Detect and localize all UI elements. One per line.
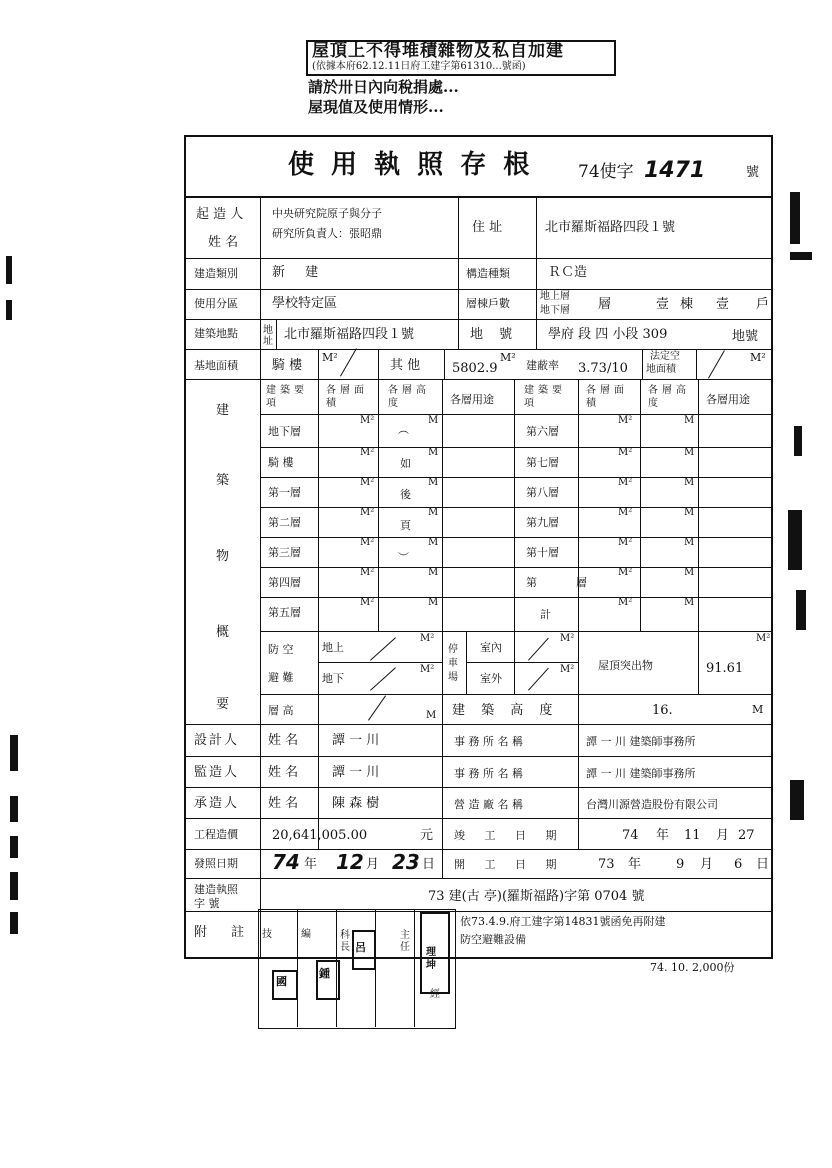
applicant-label: 起 造 人	[196, 207, 244, 222]
shelter-label-2: 避 難	[268, 671, 294, 684]
address-label: 住 址	[472, 220, 503, 235]
row-line	[184, 878, 773, 879]
designer-name-label: 姓 名	[268, 733, 299, 748]
grid-line	[260, 507, 772, 508]
unit-area: M²	[618, 567, 633, 578]
unit-height: M	[684, 597, 695, 608]
permit-label-2: 字 號	[194, 897, 220, 910]
unit-area: M²	[618, 415, 633, 426]
roof-value: 91.61	[706, 661, 744, 676]
unit-count: 壹	[716, 297, 730, 312]
col-header-use: 各層用途	[450, 393, 494, 406]
row-line	[184, 258, 773, 259]
applicant-name-1: 中央研究院原子與分子	[272, 207, 382, 220]
col-line	[378, 349, 379, 379]
overview-side-4: 概	[216, 625, 230, 640]
col-header-floor: 建築要項	[266, 385, 308, 409]
scan-mark	[6, 300, 12, 320]
contractor-name: 陳 森 樹	[332, 796, 380, 811]
structure-value: ＲＣ造	[548, 265, 588, 280]
floor-3: 第三層	[268, 546, 301, 559]
unit-area: M²	[618, 597, 633, 608]
open-space-label-1: 法定空	[650, 351, 680, 362]
col-line	[378, 379, 379, 631]
see-back-3: 後	[400, 488, 411, 501]
start-year: 73	[598, 857, 615, 872]
col-header-height-r: 各層高度	[648, 385, 690, 409]
zone-label: 使用分區	[194, 297, 238, 310]
license-prefix: 74使字	[578, 162, 634, 182]
designer-label: 設計人	[194, 733, 240, 748]
other-label: 其 他	[390, 358, 421, 373]
overview-side-3: 物	[216, 549, 230, 564]
completion-year-char: 年	[656, 828, 670, 843]
col-line	[536, 196, 537, 258]
unit-height: M	[428, 507, 439, 518]
arcade-unit: M²	[322, 351, 338, 364]
permit-value: 73 建(古 亭)(羅斯福路)字第 0704 號	[428, 889, 645, 904]
scan-mark	[790, 252, 812, 260]
permit-label-1: 建造執照	[194, 883, 238, 896]
col-line	[642, 349, 643, 379]
grid-line	[260, 597, 772, 598]
issue-month: 12	[336, 850, 364, 874]
stamp-label-4: 主任	[400, 930, 410, 953]
seal-1-text: 國	[276, 975, 287, 988]
col-line	[698, 631, 699, 694]
parking-outdoor: 室外	[480, 672, 502, 685]
arcade-slash	[340, 348, 357, 376]
bldg-count: 壹	[656, 297, 670, 312]
building-height-unit: M	[752, 703, 764, 716]
site-area-label: 基地面積	[194, 359, 238, 372]
site-label: 建築地點	[194, 327, 238, 340]
stamp-col-line	[414, 909, 415, 1027]
floor-4: 第四層	[268, 576, 301, 589]
contractor-label: 承造人	[194, 796, 240, 811]
contractor-firm: 台灣川源營造股份有限公司	[586, 798, 718, 811]
col-line	[318, 379, 319, 631]
supervisor-name-label: 姓 名	[268, 765, 299, 780]
scan-mark	[796, 590, 806, 630]
cost-label: 工程造價	[194, 828, 238, 841]
unit-unit: 戶	[756, 297, 770, 312]
applicant-address: 北市羅斯福路四段１號	[545, 220, 676, 235]
structure-label: 構造種類	[466, 267, 510, 280]
grid-line	[466, 662, 578, 663]
remarks-text-1: 依73.4.9.府工建字第14831號函免再附建	[460, 915, 666, 928]
roof-notice-line1: 屋頂上不得堆積雜物及私自加建	[312, 41, 564, 61]
seal-4-text: 理坤	[426, 947, 436, 971]
remarks-text-2: 防空避難設備	[460, 933, 526, 946]
col-line	[276, 319, 277, 349]
shelter-slash-2	[370, 667, 396, 690]
lot-value: 學府 段 四 小段 309	[548, 327, 668, 342]
issue-year-char: 年	[304, 857, 318, 872]
parking-indoor-unit: M²	[560, 633, 575, 644]
shelter-above: 地上	[322, 641, 344, 654]
floor-8: 第八層	[526, 486, 559, 499]
grid-line	[260, 477, 772, 478]
scan-mark	[794, 426, 802, 456]
other-value: 5802.9	[452, 361, 498, 376]
col-header-area: 各層面積	[326, 385, 368, 409]
unit-area: M²	[360, 415, 375, 426]
unit-area: M²	[618, 447, 633, 458]
stamp-label-5: 經	[430, 989, 440, 1000]
designer-office-label: 事 務 所 名 稱	[454, 735, 523, 748]
row-line	[184, 349, 773, 350]
grid-line	[260, 537, 772, 538]
row-line	[184, 196, 773, 198]
supervisor-office: 譚 一 川 建築師事務所	[586, 767, 696, 780]
start-label: 開 工 日 期	[454, 858, 565, 871]
col-line	[458, 319, 459, 349]
start-month-char: 月	[700, 857, 714, 872]
floor-5: 第五層	[268, 606, 301, 619]
col-line	[578, 379, 579, 631]
row-line	[184, 289, 773, 290]
floor-height-unit: M	[426, 710, 437, 721]
floor-7: 第七層	[526, 456, 559, 469]
building-height-label: 建 築 高 度	[452, 703, 559, 718]
see-back-5: ︶	[398, 551, 409, 564]
unit-height: M	[684, 507, 695, 518]
see-back-4: 頁	[400, 519, 411, 532]
col-line	[578, 694, 579, 724]
remarks-label: 附 註	[194, 925, 255, 940]
category-value: 新 建	[272, 265, 327, 280]
grid-line	[260, 447, 772, 448]
parking-slash-2	[528, 668, 549, 691]
start-month: 9	[676, 857, 685, 872]
unit-height: M	[684, 567, 695, 578]
col-line	[698, 379, 699, 631]
supervisor-label: 監造人	[194, 765, 240, 780]
parking-outdoor-unit: M²	[560, 664, 575, 675]
completion-year: 74	[622, 828, 639, 843]
row-line	[184, 818, 773, 819]
start-day-char: 日	[756, 857, 770, 872]
issue-date-label: 發照日期	[194, 857, 238, 870]
parking-label: 停車場	[448, 644, 458, 683]
lot-label: 地 號	[470, 327, 519, 342]
overview-side-1: 建	[216, 403, 230, 418]
floor-height-label: 層 高	[268, 704, 294, 717]
start-year-char: 年	[628, 857, 642, 872]
floor-height-slash	[368, 695, 386, 720]
grid-line	[260, 567, 772, 568]
unit-area: M²	[360, 597, 375, 608]
unit-height: M	[428, 597, 439, 608]
grid-line	[260, 694, 772, 695]
row-line	[184, 787, 773, 788]
col-line	[442, 849, 443, 878]
shelter-below: 地下	[322, 672, 344, 685]
col-line	[442, 379, 443, 724]
col-line	[442, 724, 443, 849]
col-line	[514, 379, 515, 631]
building-height-value: 16.	[652, 703, 673, 718]
seal-3-text: 呂	[355, 941, 366, 954]
scan-mark	[790, 780, 804, 820]
col-line	[578, 631, 579, 694]
unit-height: M	[428, 415, 439, 426]
tax-notice-line2: 屋現值及使用情形...	[308, 98, 444, 116]
overview-side-5: 要	[216, 697, 230, 712]
tax-notice-line1: 請於卅日內向稅捐處...	[308, 78, 459, 96]
scan-mark	[790, 192, 800, 244]
col-header-floor-r: 建築要項	[524, 385, 566, 409]
unit-area: M²	[360, 447, 375, 458]
row-line	[184, 756, 773, 757]
floor-1: 第一層	[268, 486, 301, 499]
stamp-label-1: 技	[262, 929, 272, 940]
unit-area: M²	[618, 537, 633, 548]
stamp-label-3: 科長	[340, 930, 350, 953]
applicant-label-name: 姓 名	[208, 235, 239, 250]
stamp-label-2: 編	[301, 929, 311, 940]
unit-height: M	[428, 477, 439, 488]
grid-line	[260, 631, 772, 632]
designer-name: 譚 一 川	[332, 733, 380, 748]
start-day: 6	[734, 857, 743, 872]
coverage-value: 3.73/10	[578, 361, 628, 376]
scan-mark	[10, 872, 18, 900]
seal-2-text: 鍾	[319, 967, 330, 980]
unit-height: M	[684, 537, 695, 548]
scan-mark	[10, 912, 18, 934]
col-header-height: 各層高度	[388, 385, 430, 409]
col-line	[318, 694, 319, 724]
scan-mark	[10, 836, 18, 858]
unit-height: M	[428, 537, 439, 548]
scan-mark	[6, 256, 12, 284]
parking-indoor: 室內	[480, 641, 502, 654]
supervisor-name: 譚 一 川	[332, 765, 380, 780]
unit-area: M²	[360, 477, 375, 488]
col-line	[444, 349, 445, 379]
contractor-name-label: 姓 名	[268, 796, 299, 811]
col-line	[536, 258, 537, 319]
row-line	[184, 724, 773, 725]
col-header-use-r: 各層用途	[706, 393, 750, 406]
row-line	[184, 379, 773, 380]
col-line	[696, 349, 697, 379]
unit-height: M	[684, 477, 695, 488]
seal-2	[316, 960, 340, 1000]
designer-office: 譚 一 川 建築師事務所	[586, 735, 696, 748]
floors-above-label: 地上層	[540, 291, 570, 302]
completion-day: 27	[738, 828, 755, 843]
completion-label: 竣 工 日 期	[454, 829, 565, 842]
issue-day: 23	[392, 850, 420, 874]
floor-arcade: 騎 樓	[268, 456, 294, 469]
col-line	[318, 349, 319, 379]
unit-area: M²	[360, 507, 375, 518]
col-line	[458, 196, 459, 258]
cost-value: 20,641,005.00	[272, 828, 368, 843]
floor-10: 第十層	[526, 546, 559, 559]
grid-line	[260, 414, 772, 415]
completion-month-char: 月	[716, 828, 730, 843]
floor-b1: 地下層	[268, 425, 301, 438]
col-line	[640, 379, 641, 631]
issue-month-char: 月	[366, 857, 380, 872]
floors-unit: 層	[598, 297, 612, 312]
cost-unit: 元	[420, 828, 434, 843]
col-header-area-r: 各層面積	[586, 385, 628, 409]
unit-height: M	[428, 567, 439, 578]
unit-area: M²	[360, 567, 375, 578]
other-unit: M²	[500, 351, 516, 364]
roof-label: 屋頂突出物	[598, 659, 653, 672]
overview-side-2: 築	[216, 473, 230, 488]
floor-9: 第九層	[526, 516, 559, 529]
category-label: 建造類別	[194, 267, 238, 280]
unit-area: M²	[618, 507, 633, 518]
col-line	[514, 631, 515, 694]
completion-month: 11	[684, 828, 701, 843]
print-note: 74. 10. 2,000份	[650, 961, 735, 974]
scan-mark	[10, 796, 18, 822]
floor-2: 第二層	[268, 516, 301, 529]
col-line	[458, 258, 459, 319]
issue-year: 74	[272, 850, 300, 874]
floors-below-label: 地下層	[540, 305, 570, 316]
site-addr-label: 地址	[263, 325, 273, 347]
open-space-unit: M²	[750, 351, 766, 364]
roof-unit: M²	[756, 633, 771, 644]
scan-mark	[10, 735, 18, 771]
supervisor-office-label: 事 務 所 名 稱	[454, 767, 523, 780]
unit-area: M²	[618, 477, 633, 488]
parking-slash-1	[528, 638, 549, 661]
shelter-slash-1	[370, 637, 396, 660]
floors-label: 層棟戶數	[466, 297, 510, 310]
see-back-2: 如	[400, 457, 411, 470]
unit-height: M	[684, 415, 695, 426]
unit-height: M	[684, 447, 695, 458]
site-address: 北市羅斯福路四段１號	[284, 327, 415, 342]
scan-mark	[788, 510, 802, 570]
floor-6: 第六層	[526, 425, 559, 438]
floor-total: 計	[540, 608, 551, 621]
lot-suffix: 地號	[732, 329, 759, 344]
row-line	[184, 319, 773, 320]
page-title: 使 用 執 照 存 根	[288, 150, 534, 180]
shelter-above-unit: M²	[420, 633, 435, 644]
col-line	[260, 196, 261, 957]
arcade-label: 騎 樓	[272, 358, 303, 373]
frame-top	[184, 135, 773, 137]
bldg-unit: 棟	[680, 297, 694, 312]
floor-extra: 第 層	[526, 576, 601, 589]
unit-height: M	[428, 447, 439, 458]
roof-notice-line2: (依據本府62.12.11日府工建字第61310...號函)	[312, 61, 526, 72]
applicant-name-2: 研究所負責人：張昭鼎	[272, 227, 382, 240]
open-space-slash	[708, 350, 725, 378]
shelter-label-1: 防 空	[268, 643, 294, 656]
col-line	[578, 724, 579, 849]
contractor-firm-label: 營 造 廠 名 稱	[454, 798, 523, 811]
license-number: 1471	[644, 158, 706, 183]
shelter-below-unit: M²	[420, 664, 435, 675]
zone-value: 學校特定區	[272, 296, 338, 311]
col-line	[536, 319, 537, 349]
coverage-label: 建蔽率	[526, 359, 559, 372]
see-back-1: ︵	[398, 423, 409, 436]
grid-line	[318, 662, 442, 663]
license-suffix: 號	[746, 165, 760, 180]
open-space-label-2: 地面積	[646, 364, 676, 375]
unit-area: M²	[360, 537, 375, 548]
stamp-col-line	[297, 909, 298, 1027]
issue-day-char: 日	[422, 857, 436, 872]
